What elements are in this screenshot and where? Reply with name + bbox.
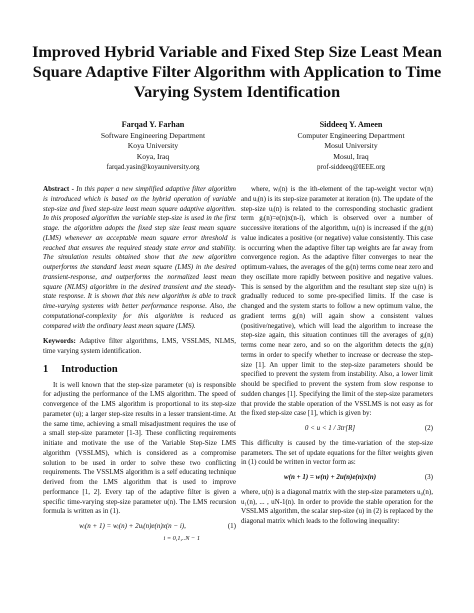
right-column xyxy=(241,185,433,527)
author-dept: Computer Engineering Department xyxy=(297,130,405,140)
author-name: Siddeeq Y. Ameen xyxy=(319,120,383,129)
equation-1 xyxy=(43,522,236,532)
equation-3 xyxy=(241,473,433,483)
author-city: Koya, Iraq xyxy=(136,151,170,161)
equation-3-body: w(n + 1) = w(n) + 2u(n)e(n)x(n) xyxy=(283,473,377,481)
right-paragraph-2: This difficulty is caused by the time-variation of the step-size parameters. The set of update equations for the filter weights given in (1) could be written in vector form as: xyxy=(241,438,433,467)
author-email: farqad.yasin@koyauniversity.org xyxy=(106,163,200,172)
author-univ: Mosul University xyxy=(324,141,378,151)
abstract xyxy=(43,185,236,331)
equation-1-number: (1) xyxy=(227,522,236,530)
author-name: Farqad Y. Farhan xyxy=(121,120,185,129)
abstract-text: In this paper a new simplified adaptive filter algorithm is introduced which is based on the hybrid operation of variable step-size and fixed step-size least mean square adaptive algorithm. In this proposed algorithm the variable step-size is used in the first stage. the algorithm adopts the fixed step size least mean square (LMS) whenever an acceptable mean square error threshold is reached that ensures the required steady state error and stability. The simulation results obtained show that the new algorithm outperforms the standard least mean square (LMS) in the desired transient-response, and outperforms the normalized least mean square (NLMS) algorithm in the desired transient and the steady-state response. It is shown that this new algorithm is able to track time-varying systems with better performance response. Also, the computational-complexity for this algorithm is reduced as compared with the ordinary least mean square (LMS). xyxy=(43,185,236,330)
section-heading xyxy=(43,365,236,375)
author-univ: Koya University xyxy=(127,141,179,151)
equation-1-range: i = 0,1,..N − 1 xyxy=(163,534,200,542)
keywords-text: Adaptive filter algorithms, LMS, VSSLMS, NLMS, time varying system identification. xyxy=(43,337,236,355)
author-dept: Software Engineering Department xyxy=(100,130,206,140)
intro-paragraph: It is well known that the step-size parameter (u) is responsible for adjusting the performance of the LMS algorithm. The speed of convergence of the LMS algorithm is proportional to its step-size parameter (u); a larger step-size results in a lesser transient-time. At the same time, achieving a small misadjustment requires the use of a small step-size parameter [1-3]. These conflicting requirements initiate and motivate the use of the Variable Step-Size LMS algorithm (VSSLMS), which is considered as a compromise solution to be used in order to solve these two conflicting requirements. The VSSLMS algorithm is a self educating technique derived from the LMS algorithm that is used to improve performance [1, 2]. Every tap of the adaptive filter is given a specific time-varying step-size parameter u(n). The LMS recursion formula is written as in (1). xyxy=(43,380,236,516)
author-email: prof-siddeeq@IEEE.org xyxy=(317,163,385,172)
keywords xyxy=(43,337,236,357)
equation-2 xyxy=(241,424,433,434)
right-paragraph-1: where, wᵢ(n) is the ith-element of the tap-weight vector w(n) and uᵢ(n) is its step-size parameter at iteration (n). The update of the step-size uᵢ(n) is related to the corresponding stochastic gradient term gᵢ(n)=e(n)x(n-i), which is observed over a number of successive iterations of the algorithm, uᵢ(n) is increased if the gᵢ(n) value indicates a positive (or negative) value consistently. This case is occurring when the adaptive filter tap weights are far away from convergence region. As the adaptive filter converges to near the optimum-values, the averages of the gᵢ(n) terms come near zero and they oscillate more rapidly between positive and negative values. This is sensed by the algorithm and the resultant step size uᵢ(n) is gradually reduced to some pre-specified limits. If the case is changed and the system starts to follow a new optimum value, the gradient terms gᵢ(n) will again show a consistent values (positive/negative), which will lead the algorithm to increase the step-size again, this situation continues till the averages of gᵢ(n) terms come near zero, and so on the algorithm detects the gᵢ(n) terms in order to specify whether to increase or decrease the step-size [1]. An upper limit to the step-size parameters should be specified to prevent the system from instability. Also, a lower limit should be specified to prevent the system from slow response to sudden changes [1]. Specifying the limit of the step-size parameters that provide the stable operation of the VSSLMS is not easy as for the fixed step-size case [1], which is given by: xyxy=(241,185,433,418)
author-city: Mosul, Iraq xyxy=(333,151,369,161)
equation-3-number: (3) xyxy=(424,473,433,481)
author-block-1 xyxy=(78,120,228,173)
equation-1-body: wᵢ(n + 1) = wᵢ(n) + 2uᵢ(n)e(n)x(n − i), xyxy=(79,522,186,530)
paper-title: Improved Hybrid Variable and Fixed Step Size Least Mean Square Adaptive Filter Algorithm with Application to Time Varying System Identification xyxy=(32,43,442,101)
equation-2-number: (2) xyxy=(424,424,433,432)
section-title: Introduction xyxy=(61,363,118,375)
keywords-label: Keywords: xyxy=(43,337,76,346)
section-number: 1 xyxy=(43,363,49,375)
equation-2-body: 0 < u < 1 / 3tr[R] xyxy=(304,424,356,432)
abstract-label: Abstract - xyxy=(43,185,74,193)
left-column xyxy=(43,185,236,544)
right-paragraph-3: where, u(n) is a diagonal matrix with the step-size parameters u₀(n), u₁(n), ... , uN-1(n). In order to provide the stable operation for the VSSLMS algorithm, the scalar step-size (u) in (2) is replaced by the diagonal matrix which leads to the following inequality: xyxy=(241,487,433,525)
author-block-2 xyxy=(276,120,426,173)
